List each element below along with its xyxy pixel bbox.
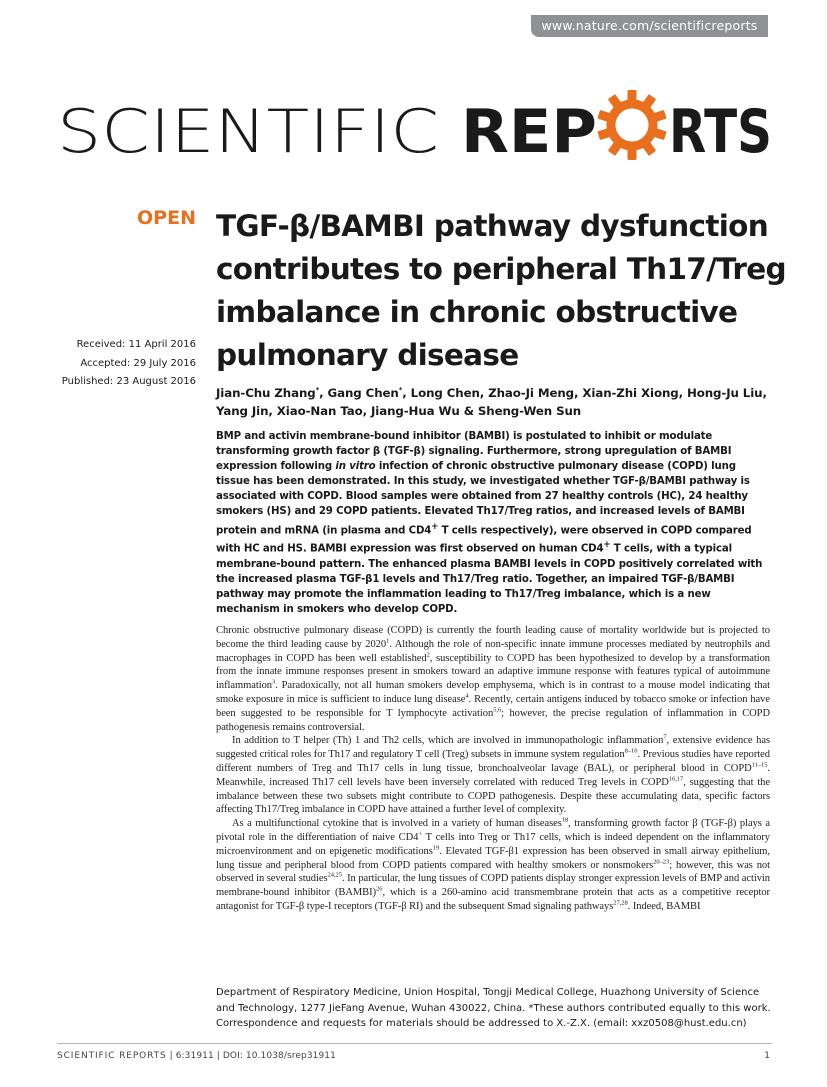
abstract xyxy=(216,429,772,617)
superscript: + xyxy=(431,521,439,532)
reference-link[interactable]: 2 xyxy=(426,651,430,659)
reference-link[interactable]: 18 xyxy=(561,816,569,824)
body-text: . Indeed, BAMBI xyxy=(627,900,701,912)
reference-link[interactable]: 8–10 xyxy=(624,747,638,755)
footer-doi[interactable]: | 6:31911 | DOI: 10.1038/srep31911 xyxy=(166,1051,336,1061)
superscript: + xyxy=(603,540,611,551)
abstract-text: T cells, with a typical membrane-bound pattern. The enhanced plasma BAMBI levels in COPD positively correlated with the increased plasma TGF-β1 levels and Th17/Treg ratio. Together, an impaired TGF-β/BAMBI pathway may promote the inflammation leading to Th17/Treg imbalance, which is a new mechanism in smokers who develop COPD. xyxy=(216,543,763,615)
reference-link[interactable]: 4 xyxy=(465,692,469,700)
body-text: ; however, the precise regulation of inflammation in COPD pathogenesis remains controversial. xyxy=(216,707,771,733)
journal-url[interactable]: www.nature.com/scientificreports xyxy=(531,15,768,37)
reference-link[interactable]: 16,17 xyxy=(668,775,684,783)
masthead-light-text: SCIENTIFIC xyxy=(57,97,439,167)
body-paragraph xyxy=(216,624,770,734)
reference-link[interactable]: 1 xyxy=(386,637,390,645)
published-date: Published: 23 August 2016 xyxy=(61,376,196,387)
body-text: . Elevated TGF-β1 expression has been observed in small airway epithelium, lung tissue and peripheral blood from COPD patients compared with healthy smokers or nonsmokers xyxy=(216,845,770,871)
affiliation-note: Department of Respiratory Medicine, Union Hospital, Tongji Medical College, Huazhong University of Science and Technology, 1277 JieFang Avenue, Wuhan 430022, China. *These authors contributed equally to this work. Correspondence and requests for materials should be addressed to X.-Z.X. (email: xxz0508@hust.edu.cn) xyxy=(216,987,771,1029)
author-names-rest[interactable]: , Long Chen, Zhao-Ji Meng, Xian-Zhi Xiong, Hong-Ju Liu, Yang Jin, Xiao-Nan Tao, Jiang-Hua Wu & Sheng-Wen Sun xyxy=(216,385,767,418)
body-text: . In particular, the lung tissues of COPD patients display stronger expression levels of BMP and activin membrane-bound inhibitor (BAMBI) xyxy=(216,873,771,899)
abstract-text: infection of chronic obstructive pulmonary disease (COPD) lung tissue has been demonstrated. In this study, we investigated whether TGF-β/BAMBI pathway is associated with COPD. Blood samples were obtained from 27 healthy controls (HC), 24 healthy smokers (HS) and 29 COPD patients. Elevated Th17/Treg ratios, and increased levels of BAMBI protein and mRNA (in plasma and CD4 xyxy=(216,461,750,536)
footer-citation xyxy=(57,1051,336,1061)
abstract-italic: in vitro xyxy=(335,461,376,473)
reference-link[interactable]: 19 xyxy=(432,844,440,852)
body-text: ; however, this was not observed in several studies xyxy=(216,859,770,885)
reference-link[interactable]: 11–15 xyxy=(751,761,768,769)
reference-link[interactable]: 20–23 xyxy=(653,858,670,866)
gear-o-icon xyxy=(597,90,666,160)
body-text: In addition to T helper (Th) 1 and Th2 cells, which are involved in immunopathologic inflammation xyxy=(232,735,664,747)
masthead-bold-end: RTS xyxy=(669,97,772,167)
journal-masthead xyxy=(57,92,772,167)
article-title: TGF-β/BAMBI pathway dysfunction contributes to peripheral Th17/Treg imbalance in chronic obstructive pulmonary disease xyxy=(216,209,786,372)
article-dates xyxy=(40,336,196,392)
received-date: Received: 11 April 2016 xyxy=(76,339,196,350)
page-number: 1 xyxy=(764,1051,770,1061)
superscript: + xyxy=(418,830,422,838)
abstract-text: BMP and activin membrane-bound inhibitor (BAMBI) is postulated to inhibit or modulate transforming growth factor β (TGF-β) signaling. Furthermore, strong upregulation of BAMBI expression following xyxy=(216,431,732,473)
body-text: T cells into Treg or Th17 cells, which is indeed dependent on the inflammatory microenvironment and on epigenetic modifications xyxy=(216,831,770,857)
body-text: . Previous studies have reported different numbers of Treg and Th17 cells in lung tissue, bronchoalveolar lavage (BAL), or peripheral blood in COPD xyxy=(216,749,770,774)
masthead-bold-text: REP xyxy=(461,97,597,167)
abstract-text: T cells respectively), were observed in COPD compared with HC and HS. BAMBI expression was first observed on human CD4 xyxy=(216,524,752,555)
body-text: . Although the role of non-specific innate immune processes mediated by neutrophils and macrophages in COPD has been well established xyxy=(216,638,770,664)
body-text: Chronic obstructive pulmonary disease (COPD) is currently the fourth leading cause of mortality worldwide but is projected to become the third leading cause by 2020 xyxy=(216,625,770,650)
body-text: . Paradoxically, not all human smokers develop emphysema, which is in contrast to a mouse model indicating that smoke exposure in mice is sufficient to induce lung disease xyxy=(216,680,770,705)
reference-link[interactable]: 3 xyxy=(271,678,276,686)
open-access-label: OPEN xyxy=(137,207,196,229)
author-name[interactable]: , Gang Chen xyxy=(319,385,399,400)
article-body xyxy=(216,624,770,914)
author-list xyxy=(216,381,776,420)
body-text: , extensive evidence has suggested critical roles for Th17 and regulatory T cell (Treg) subsets in immune system regulation xyxy=(216,735,770,761)
body-paragraph xyxy=(216,817,770,914)
author-name[interactable]: Jian-Chu Zhang xyxy=(216,385,316,400)
body-text: , susceptibility to COPD has been hypothesized to develop by a transformation from the innate immune responses present in smokers toward an adaptive immune response with features typical of autoimmune inflammation xyxy=(216,652,770,692)
reference-link[interactable]: 5,6 xyxy=(493,706,502,714)
body-text: As a multifunctional cytokine that is involved in a variety of human diseases xyxy=(232,818,562,830)
footer-journal: SCIENTIFIC REPORTS xyxy=(57,1051,167,1061)
body-text: . Meanwhile, increased Th17 cell levels have been inversely correlated with reduced Treg levels in COPD xyxy=(216,762,770,788)
reference-link[interactable]: 24,25 xyxy=(327,871,342,879)
body-text: , suggesting that the imbalance between these two subsets might contribute to COPD pathogenesis. Despite these accumulating data, specific factors affecting Th17/Treg imbalance in COPD have attained a further level of complexity. xyxy=(216,776,770,816)
equal-contribution-mark: * xyxy=(398,386,403,394)
body-text: . Recently, certain antigens induced by tobacco smoke or infection have been suggested to be responsible for T lymphocyte activation xyxy=(216,693,770,719)
footer-divider xyxy=(57,1043,772,1044)
body-paragraph xyxy=(216,734,770,817)
body-text: , which is a 260-amino acid transmembrane protein that acts as a competitive receptor antagonist for TGF-β type-I receptors (TGF-β RI) and the subsequent Smad signaling pathways xyxy=(216,887,770,912)
equal-contribution-mark: * xyxy=(315,386,320,394)
body-text: , transforming growth factor β (TGF-β) plays a pivotal role in the differentiation of naive CD4 xyxy=(216,818,770,843)
reference-link[interactable]: 7 xyxy=(663,733,667,741)
accepted-date: Accepted: 29 July 2016 xyxy=(80,357,196,369)
reference-link[interactable]: 27,28 xyxy=(613,899,628,907)
reference-link[interactable]: 26 xyxy=(376,885,383,893)
